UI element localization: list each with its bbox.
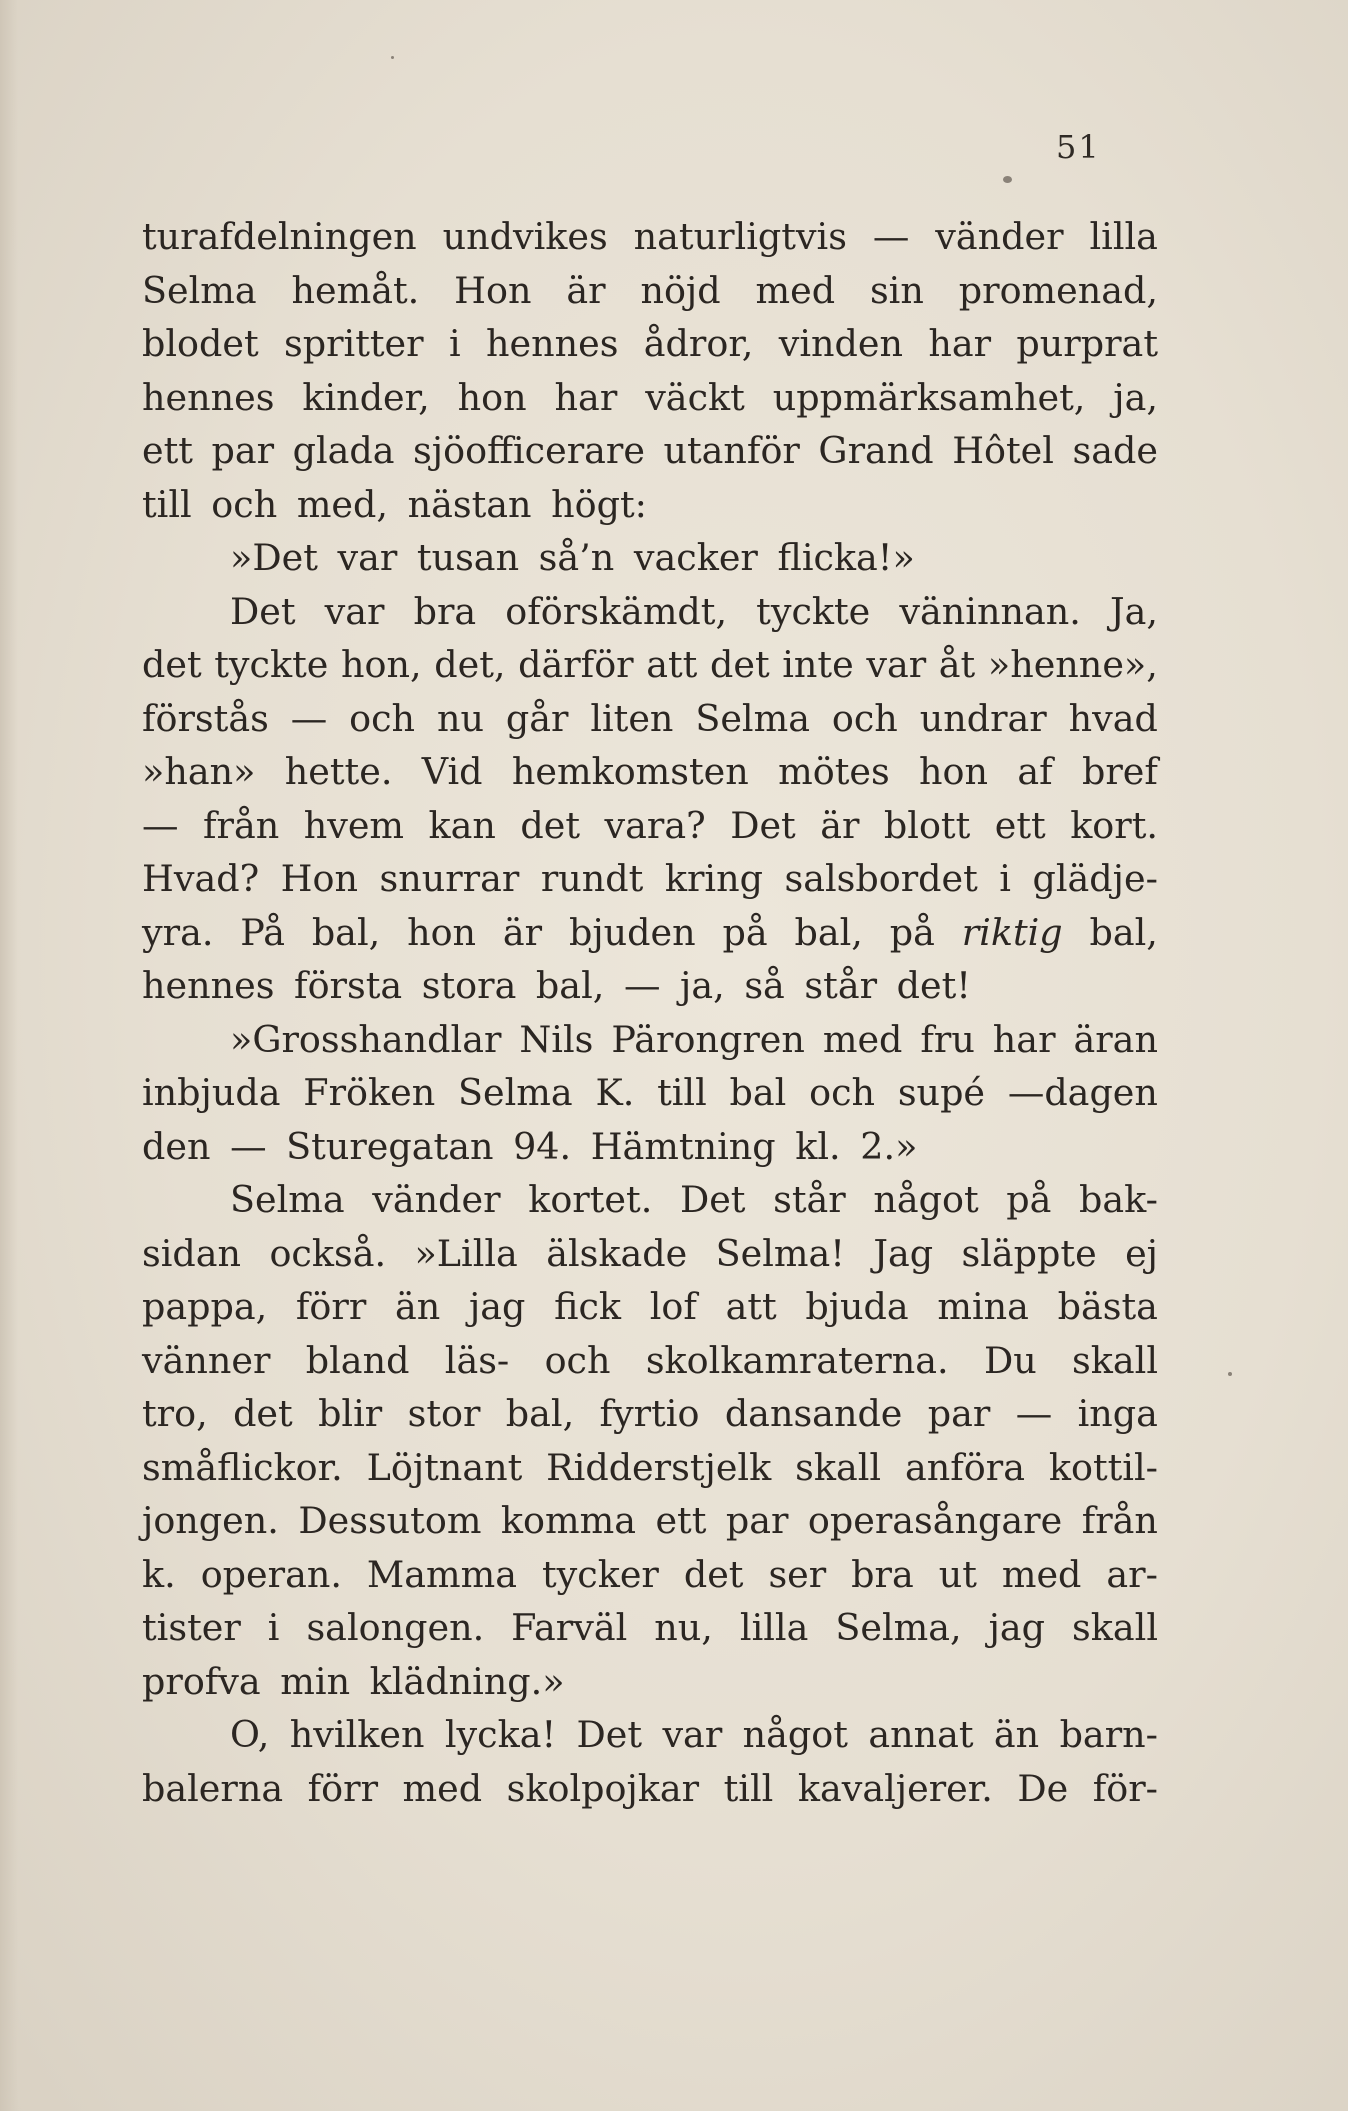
- text-line: [142, 1280, 1158, 1334]
- word: naturligtvis: [633, 215, 847, 258]
- word: vänder: [372, 1178, 501, 1221]
- word: hon,: [341, 643, 422, 686]
- word: Selma!: [715, 1231, 845, 1275]
- word: »han»: [142, 750, 256, 793]
- word: också.: [269, 1231, 387, 1275]
- text-line: [142, 1066, 1158, 1120]
- word: är: [820, 803, 860, 847]
- text-line: [142, 585, 1158, 639]
- word: undrar: [919, 696, 1047, 740]
- word: jag: [468, 1285, 526, 1328]
- word: tyckte: [214, 643, 329, 686]
- text-line: [142, 1494, 1158, 1548]
- word: operan.: [200, 1552, 342, 1596]
- word: bal,: [794, 910, 863, 954]
- text-line: [142, 906, 1158, 960]
- word: sade: [1072, 429, 1158, 472]
- word: hennes första stora bal, — ja, så står det!: [142, 964, 971, 1007]
- word: Fröken: [303, 1071, 436, 1114]
- word: Du: [983, 1338, 1037, 1382]
- word: i: [448, 322, 461, 365]
- word: är: [566, 268, 606, 312]
- word: hvilken: [289, 1713, 425, 1756]
- word: hon: [407, 910, 477, 954]
- word: sidan: [142, 1231, 242, 1275]
- word: har: [554, 375, 618, 419]
- paper-speck: [1228, 1372, 1232, 1376]
- word: operasångare: [807, 1499, 1063, 1542]
- body-text: [142, 210, 1158, 1815]
- word: stor: [407, 1392, 481, 1435]
- word: vinden: [778, 322, 904, 365]
- word: än: [993, 1713, 1040, 1756]
- word: än: [395, 1285, 441, 1328]
- word: från: [1081, 1499, 1158, 1542]
- text-line: [142, 1548, 1158, 1602]
- word: jongen.: [142, 1499, 279, 1542]
- word: liten: [590, 696, 674, 740]
- word: glädje-: [1032, 857, 1158, 900]
- word: bjuda: [805, 1285, 909, 1328]
- word: bjuden: [568, 910, 696, 954]
- word: rundt: [540, 857, 644, 900]
- word: ett: [142, 429, 193, 472]
- word: glada: [292, 429, 395, 472]
- word: På: [240, 910, 285, 954]
- word: snurrar: [379, 857, 520, 900]
- word: hennes: [142, 375, 275, 419]
- word: turafdelningen: [142, 215, 417, 258]
- word: Jag: [873, 1231, 934, 1275]
- text-line: [142, 478, 1158, 532]
- word: på: [1006, 1178, 1052, 1221]
- word: vara?: [604, 803, 706, 847]
- text-line: [142, 317, 1158, 371]
- word: inga: [1077, 1392, 1158, 1435]
- word: Selma: [230, 1178, 345, 1221]
- word: ett: [994, 803, 1046, 847]
- word: ådror,: [643, 322, 754, 365]
- word: hemåt.: [291, 268, 420, 312]
- word: bref: [1081, 750, 1158, 793]
- word: —: [872, 215, 910, 258]
- word: De: [1017, 1766, 1069, 1810]
- word: —: [1015, 1392, 1053, 1435]
- word: Det: [730, 803, 796, 847]
- word: kring: [664, 857, 763, 900]
- word: spritter: [284, 322, 424, 365]
- word: Vid: [421, 750, 483, 793]
- word: ett: [655, 1499, 707, 1542]
- word: utanför: [663, 429, 800, 472]
- word: är: [502, 910, 543, 954]
- word: »Det var tusan så’n vacker flicka!»: [230, 536, 915, 579]
- word: barn-: [1059, 1713, 1158, 1756]
- text-line: [142, 852, 1158, 906]
- word: dansande: [724, 1392, 903, 1435]
- word: bal: [729, 1071, 787, 1114]
- word: skolkamraterna.: [645, 1338, 949, 1382]
- text-line: [142, 1762, 1158, 1816]
- word: väninnan.: [899, 589, 1081, 633]
- text-line: [142, 1601, 1158, 1655]
- word: åt: [938, 643, 976, 686]
- text-line: [142, 371, 1158, 425]
- word: K.: [595, 1071, 635, 1114]
- word: lof: [649, 1285, 697, 1328]
- word: uppmärksamhet,: [772, 375, 1086, 419]
- word: hvad: [1068, 696, 1158, 740]
- word: kort.: [1070, 803, 1158, 847]
- word: hon: [457, 375, 527, 419]
- word: skolpojkar: [506, 1766, 700, 1810]
- word: Nils: [519, 1017, 594, 1061]
- word: oförskämdt,: [505, 589, 728, 633]
- text-line: [142, 1227, 1158, 1281]
- word: skall: [795, 1445, 882, 1489]
- word: Det: [576, 1713, 643, 1756]
- text-line: [142, 264, 1158, 318]
- word: Mamma: [366, 1552, 518, 1596]
- word: Farväl: [511, 1606, 628, 1649]
- word: det: [683, 1552, 744, 1596]
- word: kortet.: [528, 1178, 653, 1221]
- text-line: [142, 210, 1158, 264]
- word: vänner: [142, 1338, 271, 1382]
- word: par: [211, 429, 275, 472]
- text-line: [142, 1708, 1158, 1762]
- word: Grand: [818, 429, 934, 472]
- text-line: [142, 531, 1158, 585]
- word: väckt: [645, 375, 745, 419]
- word: bak-: [1079, 1178, 1158, 1221]
- word: har: [992, 1017, 1056, 1061]
- word: bra: [851, 1552, 914, 1596]
- word: Selma,: [835, 1606, 962, 1649]
- word: småflickor.: [142, 1445, 343, 1489]
- word: fyrtio: [599, 1392, 700, 1435]
- word: äran: [1073, 1017, 1158, 1061]
- paper-speck: [1003, 176, 1012, 183]
- word: bra: [413, 589, 477, 633]
- word: hennes: [485, 322, 619, 365]
- word: i: [267, 1606, 280, 1649]
- word: med: [755, 268, 836, 312]
- text-line: [142, 1387, 1158, 1441]
- word: tister: [142, 1606, 241, 1649]
- word: ar-: [1106, 1552, 1158, 1596]
- word: bal,: [1089, 910, 1158, 954]
- word: Löjtnant: [366, 1445, 523, 1489]
- word: bland: [305, 1338, 410, 1382]
- text-line: [142, 692, 1158, 746]
- word: det: [520, 803, 581, 847]
- word: att: [646, 643, 698, 686]
- text-line: [142, 424, 1158, 478]
- word: var: [662, 1713, 723, 1756]
- word: och: [831, 696, 898, 740]
- word: med: [402, 1766, 483, 1810]
- word: salsbordet: [784, 857, 978, 900]
- word: och: [544, 1338, 611, 1382]
- word: fick: [554, 1285, 622, 1328]
- word: lycka!: [444, 1713, 557, 1756]
- word: promenad,: [958, 268, 1158, 312]
- word: på: [889, 910, 935, 954]
- word: det: [233, 1392, 293, 1435]
- word: har: [928, 322, 992, 365]
- word: O,: [230, 1713, 270, 1756]
- word: Ridderstjelk: [546, 1445, 772, 1489]
- word: profva min klädning.»: [142, 1659, 565, 1703]
- text-line: [142, 959, 1158, 1013]
- word: komma: [500, 1499, 636, 1542]
- word: Hon: [454, 268, 532, 312]
- word: tycker: [541, 1552, 659, 1596]
- word: Ja,: [1109, 589, 1158, 633]
- word: kinder,: [302, 375, 430, 419]
- word: purprat: [1016, 322, 1158, 365]
- word: det,: [434, 643, 506, 686]
- word: Selma: [695, 696, 810, 740]
- word: med: [1001, 1552, 1082, 1596]
- word: älskade: [546, 1231, 688, 1275]
- word: för-: [1092, 1766, 1158, 1810]
- word: det: [709, 643, 770, 686]
- word: hvem: [303, 803, 405, 847]
- word: var: [866, 643, 927, 686]
- word: mötes: [778, 750, 890, 793]
- word: Pärongren: [611, 1017, 805, 1061]
- word: den — Sturegatan 94. Hämtning kl. 2.»: [142, 1124, 918, 1168]
- word: i: [999, 857, 1011, 900]
- word: Hvad?: [142, 857, 260, 900]
- word: lilla: [739, 1606, 809, 1649]
- word: att: [725, 1285, 777, 1328]
- word: Selma: [458, 1071, 573, 1114]
- text-line: [142, 745, 1158, 799]
- word: Selma: [142, 268, 257, 312]
- word: släppte: [961, 1231, 1097, 1275]
- word: undvikes: [442, 215, 608, 258]
- word: af: [1017, 750, 1053, 793]
- word: nu,: [654, 1606, 713, 1649]
- word: bal,: [505, 1392, 575, 1435]
- word: inte: [782, 643, 854, 686]
- word: till: [723, 1766, 774, 1810]
- word: supé: [897, 1071, 986, 1114]
- word: salongen.: [306, 1606, 485, 1649]
- word: bästa: [1057, 1285, 1158, 1328]
- text-line: [142, 638, 1158, 692]
- word: k.: [142, 1552, 176, 1596]
- text-line: [142, 799, 1158, 853]
- word: var: [324, 589, 385, 633]
- word: fru: [920, 1017, 975, 1061]
- word: ut: [938, 1552, 977, 1596]
- word: Dessutom: [298, 1499, 482, 1542]
- text-line: [142, 1013, 1158, 1067]
- page-number: 51: [1056, 128, 1101, 166]
- word: pappa,: [142, 1285, 268, 1328]
- word: par: [725, 1499, 789, 1542]
- text-line: [142, 1173, 1158, 1227]
- word: står: [773, 1178, 846, 1221]
- word: anföra: [905, 1445, 1025, 1489]
- word: blott: [883, 803, 971, 847]
- word: skall: [1072, 1338, 1158, 1382]
- word: nu: [436, 696, 484, 740]
- word: »Grosshandlar: [230, 1017, 502, 1061]
- word: skall: [1072, 1606, 1158, 1649]
- word: —: [142, 803, 179, 847]
- word: något: [873, 1178, 979, 1221]
- word: jag: [988, 1606, 1046, 1649]
- word: yra.: [142, 910, 214, 954]
- word: blir: [318, 1392, 383, 1435]
- text-line: [142, 1441, 1158, 1495]
- word: sin: [869, 268, 924, 312]
- paper-speck: [391, 56, 394, 59]
- word: ja,: [1113, 375, 1158, 419]
- word: mina: [937, 1285, 1029, 1328]
- word: från: [202, 803, 280, 847]
- word: ej: [1125, 1231, 1158, 1275]
- word: —dagen: [1007, 1071, 1158, 1114]
- text-line: [142, 1655, 1158, 1709]
- word: och: [809, 1071, 876, 1114]
- word: annat: [868, 1713, 974, 1756]
- word: med: [822, 1017, 903, 1061]
- word: kan: [428, 803, 496, 847]
- word: hemkomsten: [511, 750, 749, 793]
- word: sjöofficerare: [413, 429, 645, 472]
- word: på: [722, 910, 768, 954]
- word: tro,: [142, 1392, 208, 1435]
- word: blodet: [142, 322, 259, 365]
- word: Hon: [280, 857, 358, 900]
- word: riktig: [961, 910, 1063, 954]
- word: vänder: [935, 215, 1064, 258]
- word: det: [142, 643, 202, 686]
- word: bal,: [311, 910, 381, 954]
- word: tyckte: [756, 589, 871, 633]
- word: och: [349, 696, 416, 740]
- word: något: [742, 1713, 848, 1756]
- word: till: [657, 1071, 707, 1114]
- word: »henne»,: [987, 643, 1158, 686]
- text-line: [142, 1120, 1158, 1174]
- word: förstås: [142, 696, 269, 740]
- word: —: [290, 696, 328, 740]
- word: Hôtel: [952, 429, 1054, 472]
- word: förr: [307, 1766, 379, 1810]
- word: kottil-: [1048, 1445, 1158, 1489]
- word: inbjuda: [142, 1071, 281, 1114]
- word: hette.: [284, 750, 393, 793]
- word: hon: [919, 750, 989, 793]
- text-line: [142, 1334, 1158, 1388]
- word: går: [505, 696, 569, 740]
- word: ser: [768, 1552, 827, 1596]
- word: Det: [230, 589, 296, 633]
- word: balerna: [142, 1766, 284, 1810]
- word: nöjd: [640, 268, 721, 312]
- word: »Lilla: [414, 1231, 518, 1275]
- word: kavaljerer.: [797, 1766, 993, 1810]
- word: Det: [679, 1178, 746, 1221]
- word: lilla: [1089, 215, 1158, 258]
- word: förr: [295, 1285, 367, 1328]
- word: par: [927, 1392, 991, 1435]
- word: därför: [518, 643, 634, 686]
- word: läs-: [444, 1338, 510, 1382]
- word: till och med, nästan högt:: [142, 482, 647, 526]
- page-edge-shadow: [0, 0, 18, 2111]
